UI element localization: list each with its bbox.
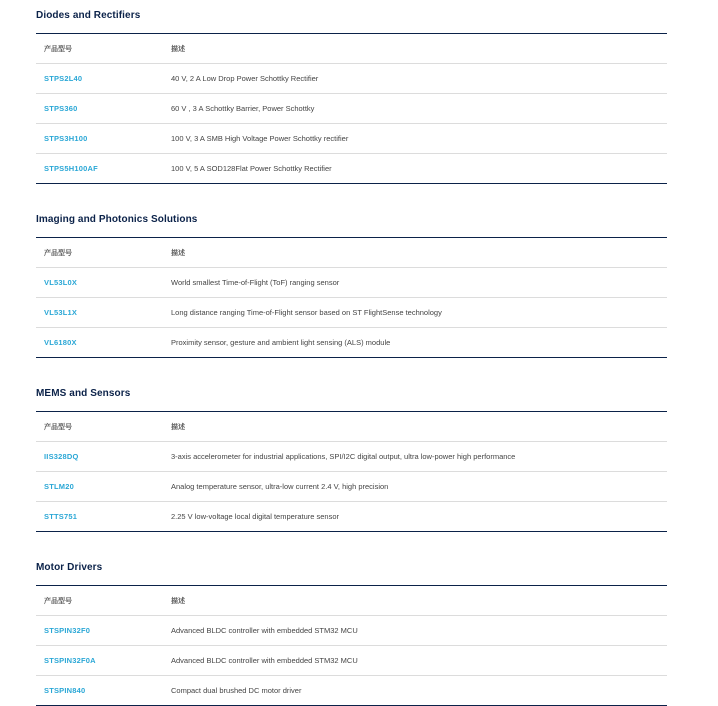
product-table: [36, 585, 667, 706]
part-description: Advanced BLDC controller with embedded STM32 MCU: [171, 626, 358, 635]
section-title: Diodes and Rectifiers: [36, 10, 141, 21]
column-header-part-number: 产品型号: [44, 249, 72, 257]
column-header-part-number: 产品型号: [44, 423, 72, 431]
part-description: Compact dual brushed DC motor driver: [171, 686, 302, 695]
part-description: Long distance ranging Time-of-Flight sensor based on ST FlightSense technology: [171, 308, 442, 317]
part-description: Proximity sensor, gesture and ambient light sensing (ALS) module: [171, 338, 391, 347]
product-table: [36, 411, 667, 532]
table-row: [36, 123, 667, 153]
part-number-link[interactable]: STSPIN32F0: [44, 626, 91, 635]
table-row: [36, 267, 667, 297]
part-description: 60 V , 3 A Schottky Barrier, Power Schottky: [171, 104, 315, 113]
part-number-link[interactable]: VL53L0X: [44, 278, 78, 287]
table-row: [36, 471, 667, 501]
part-description: 2.25 V low-voltage local digital temperature sensor: [171, 512, 340, 521]
table-row: [36, 645, 667, 675]
column-header-part-number: 产品型号: [44, 45, 72, 53]
part-description: 100 V, 3 A SMB High Voltage Power Schottky rectifier: [171, 134, 349, 143]
table-row: [36, 615, 667, 645]
column-header-description: 描述: [171, 249, 185, 257]
part-number-link[interactable]: IIS328DQ: [44, 452, 79, 461]
table-row: [36, 153, 667, 183]
part-number-link[interactable]: STPS2L40: [44, 74, 83, 83]
section-spacer: [36, 358, 667, 378]
part-number-link[interactable]: STTS751: [44, 512, 78, 521]
table-header-row: [36, 586, 667, 615]
column-header-description: 描述: [171, 597, 185, 605]
section-title: Imaging and Photonics Solutions: [36, 214, 198, 225]
column-header-description: 描述: [171, 423, 185, 431]
column-header-description: 描述: [171, 45, 185, 53]
table-row: [36, 441, 667, 471]
part-number-link[interactable]: VL53L1X: [44, 308, 78, 317]
section-title: Motor Drivers: [36, 562, 103, 573]
product-table: [36, 33, 667, 184]
part-description: Advanced BLDC controller with embedded STM32 MCU: [171, 656, 358, 665]
part-number-link[interactable]: STLM20: [44, 482, 74, 491]
part-description: World smallest Time-of-Flight (ToF) ranging sensor: [171, 278, 340, 287]
product-table: [36, 237, 667, 358]
section-title: MEMS and Sensors: [36, 388, 131, 399]
section-motor-drivers: [36, 552, 667, 706]
table-header-row: [36, 238, 667, 267]
table-row: [36, 297, 667, 327]
part-number-link[interactable]: STSPIN32F0A: [44, 656, 96, 665]
table-row: [36, 675, 667, 705]
part-number-link[interactable]: STPS3H100: [44, 134, 88, 143]
table-header-row: [36, 34, 667, 63]
part-number-link[interactable]: STPS360: [44, 104, 78, 113]
table-header-row: [36, 412, 667, 441]
part-number-link[interactable]: VL6180X: [44, 338, 77, 347]
table-row: [36, 501, 667, 531]
part-number-link[interactable]: STSPIN840: [44, 686, 86, 695]
section-mems-and-sensors: [36, 378, 667, 532]
table-row: [36, 93, 667, 123]
product-list: [36, 0, 667, 706]
section-spacer: [36, 532, 667, 552]
section-imaging-and-photonics: [36, 204, 667, 358]
part-description: 40 V, 2 A Low Drop Power Schottky Rectifier: [171, 74, 319, 83]
table-row: [36, 63, 667, 93]
part-description: 3-axis accelerometer for industrial applications, SPI/I2C digital output, ultra low-power high performance: [171, 452, 516, 461]
table-row: [36, 327, 667, 357]
part-number-link[interactable]: STPS5H100AF: [44, 164, 98, 173]
part-description: 100 V, 5 A SOD128Flat Power Schottky Rectifier: [171, 164, 332, 173]
part-description: Analog temperature sensor, ultra-low current 2.4 V, high precision: [171, 482, 389, 491]
section-spacer: [36, 184, 667, 204]
section-diodes-and-rectifiers: [36, 0, 667, 184]
column-header-part-number: 产品型号: [44, 597, 72, 605]
